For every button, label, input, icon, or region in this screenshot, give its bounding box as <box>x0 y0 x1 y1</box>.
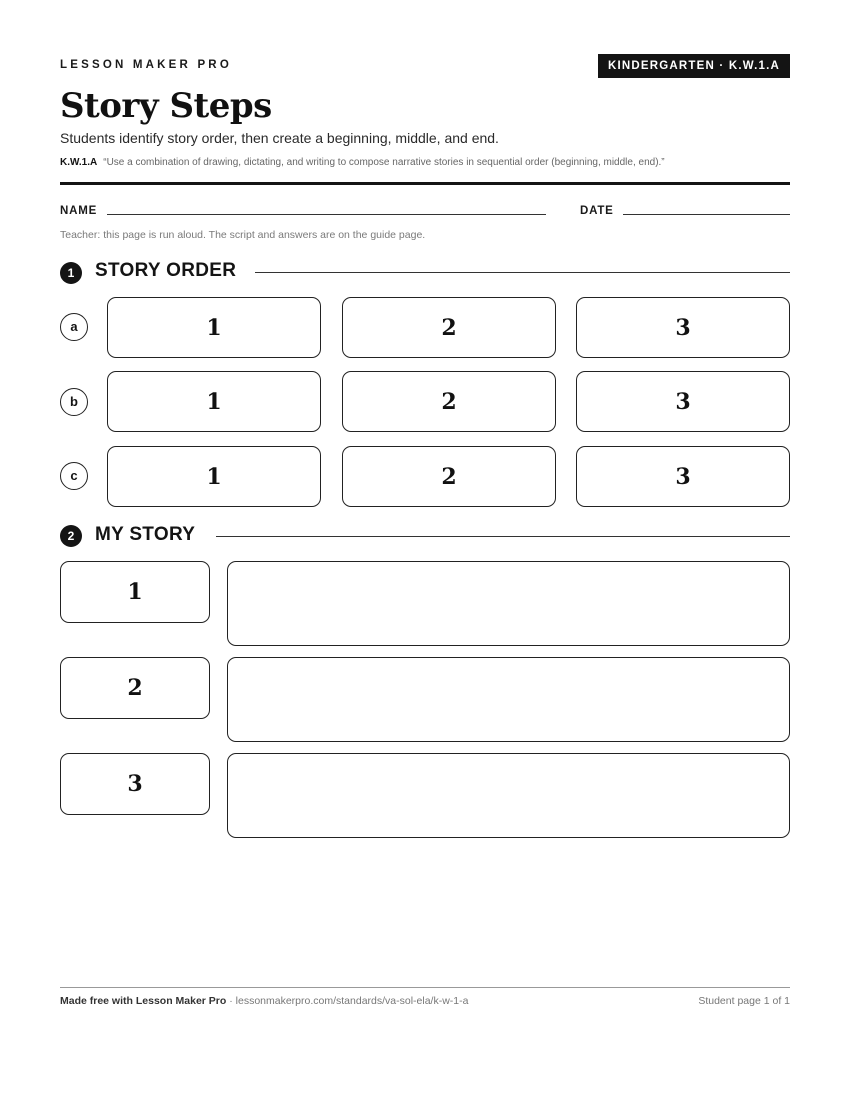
section-1-title: STORY ORDER <box>95 260 237 281</box>
story-box-1[interactable] <box>227 561 790 646</box>
section-2-number: 2 <box>60 525 82 547</box>
page-title: Story Steps <box>60 86 272 126</box>
brand-name: LESSON MAKER PRO <box>60 59 232 71</box>
section-1-number: 1 <box>60 262 82 284</box>
standard-code: K.W.1.A <box>60 157 98 168</box>
row-b-label: b <box>60 388 88 416</box>
order-box-b-3[interactable]: 3 <box>576 371 790 432</box>
order-box-c-2[interactable]: 2 <box>342 446 556 507</box>
standard-text: “Use a combination of drawing, dictating, and writing to compose narrative stories in sequential order (beginning, middle, end).” <box>103 157 665 168</box>
standard-statement <box>60 157 665 168</box>
footer-divider <box>60 987 790 988</box>
name-field[interactable] <box>107 214 546 215</box>
date-field[interactable] <box>623 214 790 215</box>
order-box-b-1[interactable]: 1 <box>107 371 321 432</box>
footer-url[interactable]: · lessonmakerpro.com/standards/va-sol-ela/k-w-1-a <box>226 995 469 1007</box>
grade-badge: KINDERGARTEN · K.W.1.A <box>598 54 790 78</box>
footer-credit <box>60 995 468 1007</box>
section-2-rule <box>216 536 790 537</box>
teacher-note: Teacher: this page is run aloud. The script and answers are on the guide page. <box>60 229 426 241</box>
order-box-c-1[interactable]: 1 <box>107 446 321 507</box>
story-step-2: 2 <box>60 657 210 719</box>
order-box-a-2[interactable]: 2 <box>342 297 556 358</box>
row-c-label: c <box>60 462 88 490</box>
order-box-b-2[interactable]: 2 <box>342 371 556 432</box>
order-box-a-1[interactable]: 1 <box>107 297 321 358</box>
row-a-label: a <box>60 313 88 341</box>
section-2-title: MY STORY <box>95 524 196 545</box>
order-box-c-3[interactable]: 3 <box>576 446 790 507</box>
story-step-3: 3 <box>60 753 210 815</box>
section-1-rule <box>255 272 790 273</box>
story-box-3[interactable] <box>227 753 790 838</box>
page-subtitle: Students identify story order, then create a beginning, middle, and end. <box>60 130 499 146</box>
story-step-1: 1 <box>60 561 210 623</box>
story-box-2[interactable] <box>227 657 790 742</box>
header-divider <box>60 182 790 185</box>
footer-page-info: Student page 1 of 1 <box>698 995 790 1007</box>
date-label: DATE <box>580 205 614 217</box>
name-label: NAME <box>60 205 98 217</box>
order-box-a-3[interactable]: 3 <box>576 297 790 358</box>
footer-made-with: Made free with Lesson Maker Pro <box>60 995 227 1007</box>
